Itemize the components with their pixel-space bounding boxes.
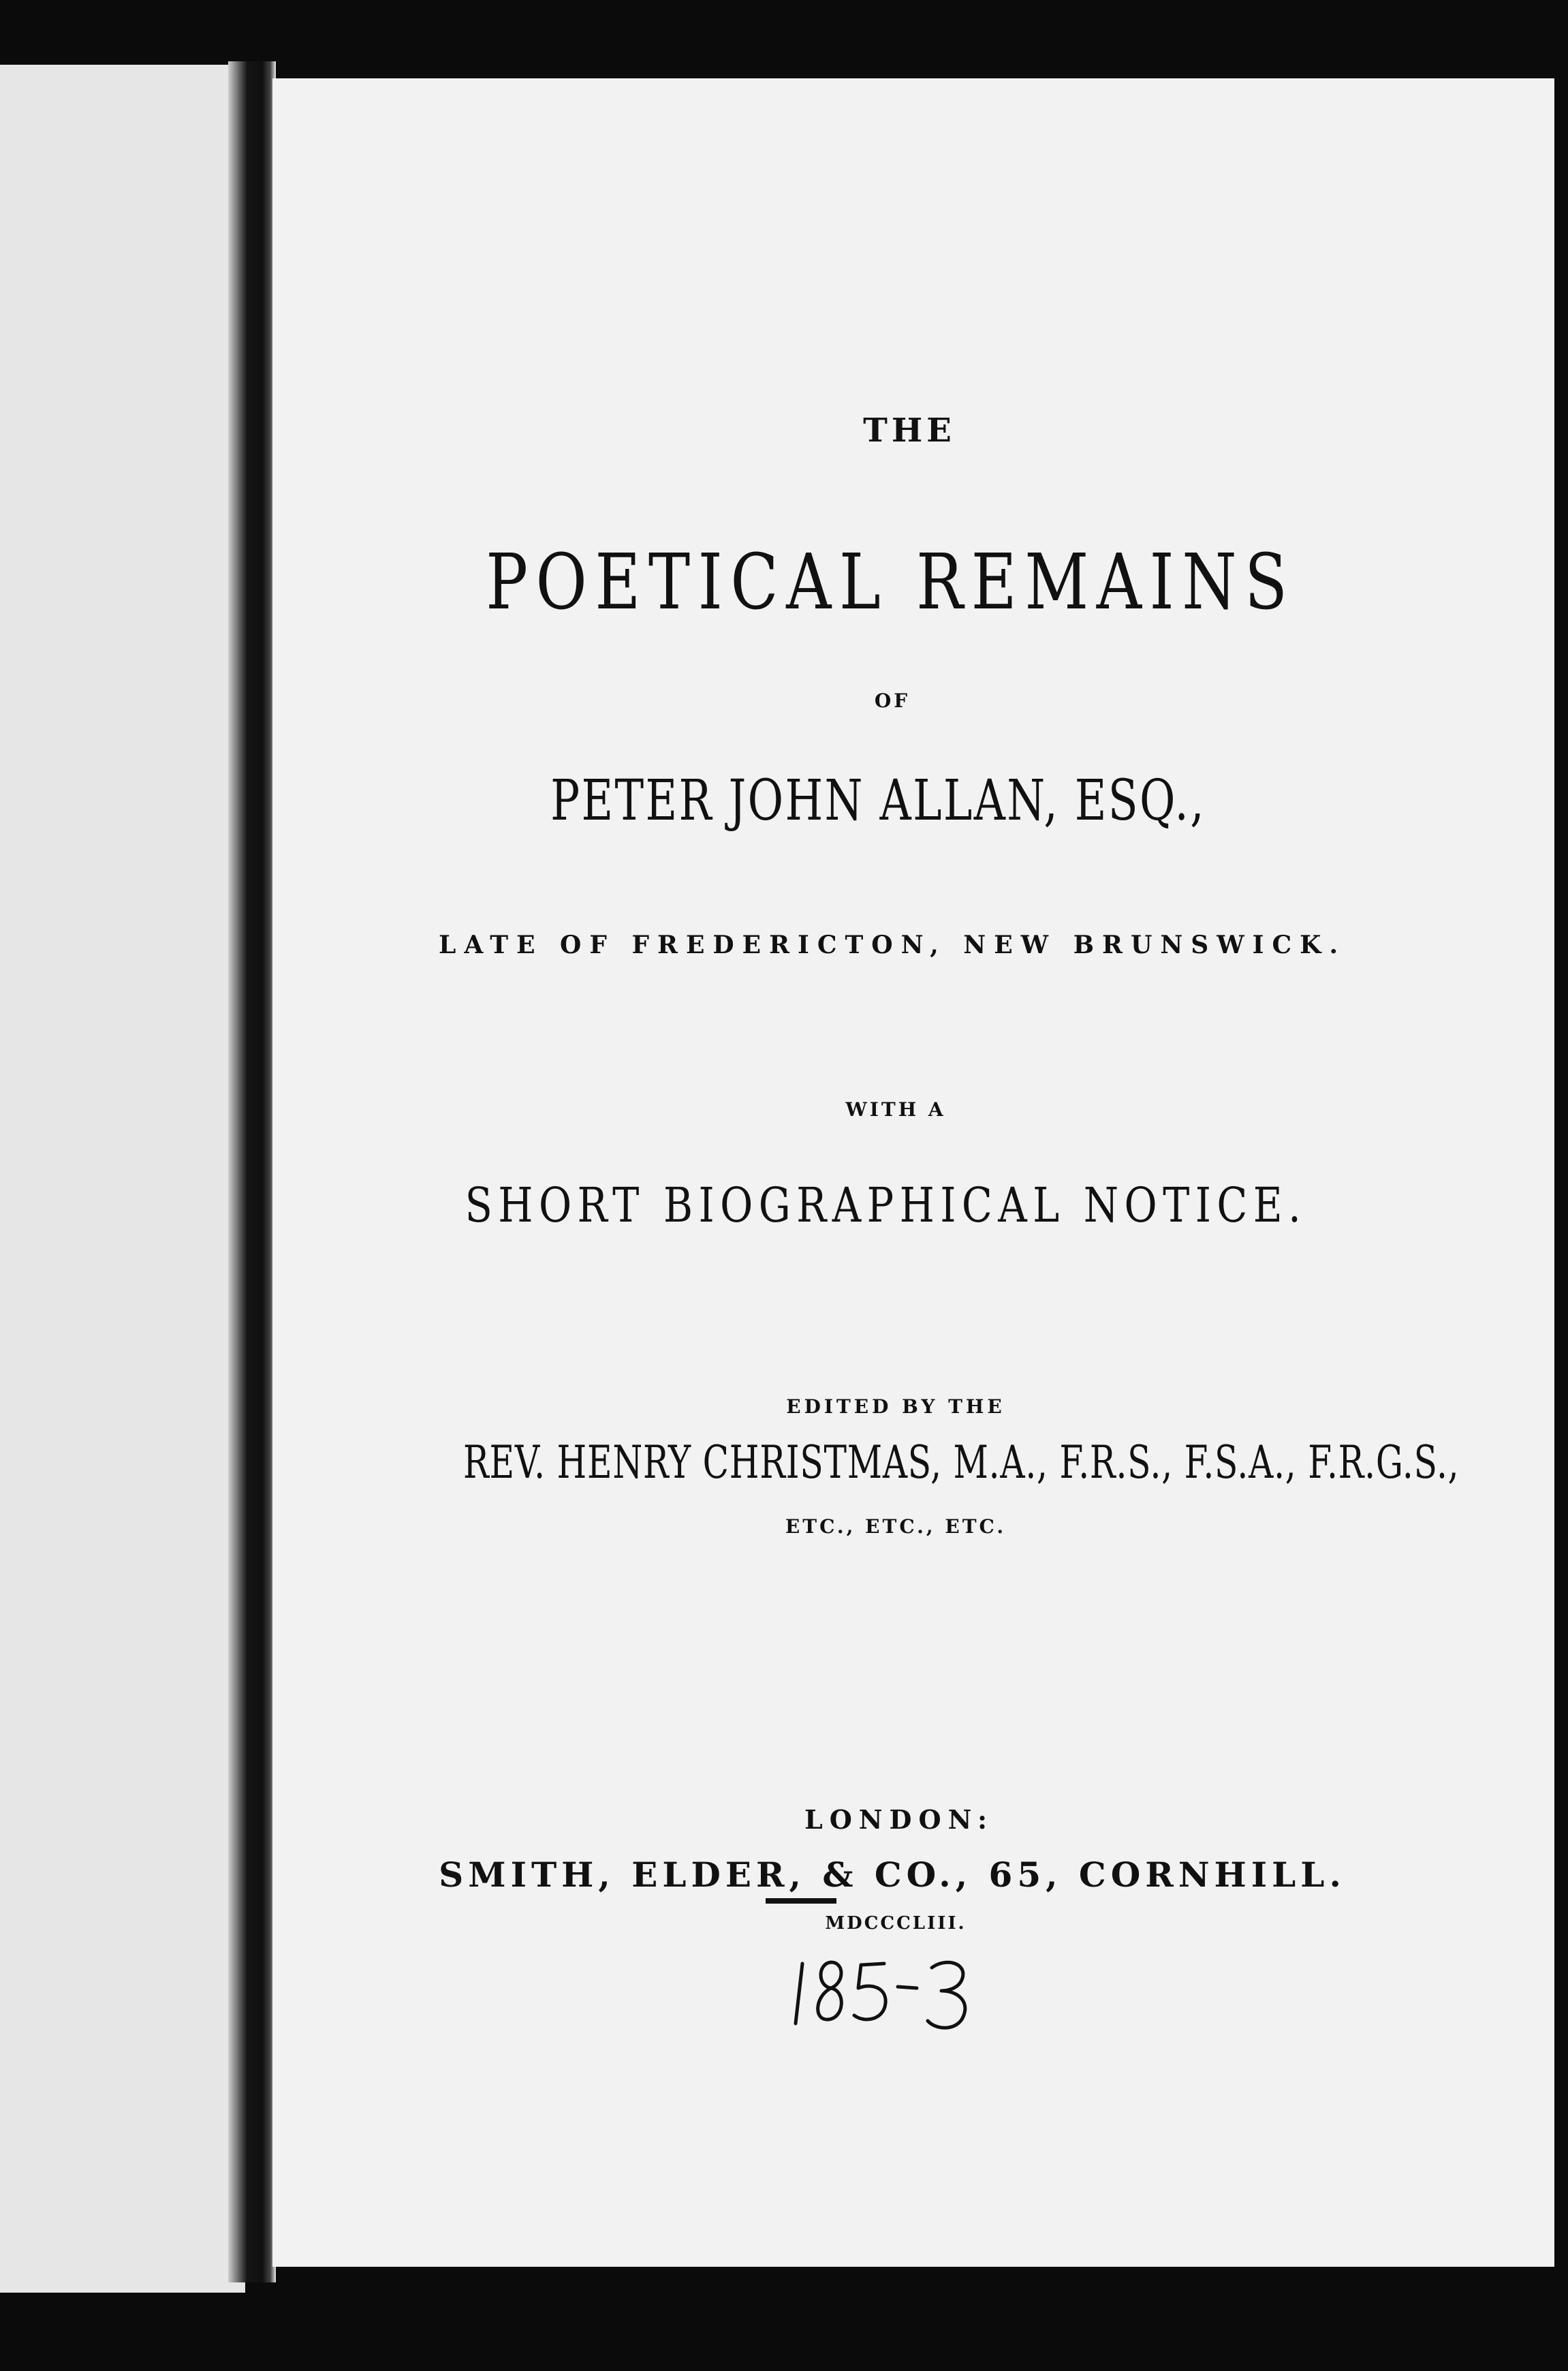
author-name: PETER JOHN ALLAN, ESQ., [550, 769, 1206, 833]
left-page [0, 65, 245, 2293]
book-spine [228, 61, 276, 2282]
editor-name: REV. HENRY CHRISTMAS, M.A., F.R.S., F.S.A., F.R.G.S., [463, 1436, 1460, 1489]
handwritten-year-annotation [783, 1949, 1001, 2037]
biographical-notice: SHORT BIOGRAPHICAL NOTICE. [465, 1177, 1307, 1233]
title-article: THE [863, 412, 956, 450]
edited-by: EDITED BY THE [786, 1395, 1005, 1418]
imprint-year: MDCCCLIII. [825, 1913, 967, 1934]
author-origin: LATE OF FREDERICTON, NEW BRUNSWICK. [439, 931, 1346, 959]
imprint-rule [766, 1898, 836, 1904]
with-a: WITH A [845, 1098, 946, 1121]
title-page [272, 78, 1554, 2267]
book-title: POETICAL REMAINS [486, 538, 1296, 627]
publisher: SMITH, ELDER, & CO., 65, CORNHILL. [439, 1855, 1346, 1895]
imprint-city: LONDON: [804, 1804, 994, 1835]
editor-etc: ETC., ETC., ETC. [785, 1515, 1007, 1538]
title-of: OF [874, 689, 911, 712]
